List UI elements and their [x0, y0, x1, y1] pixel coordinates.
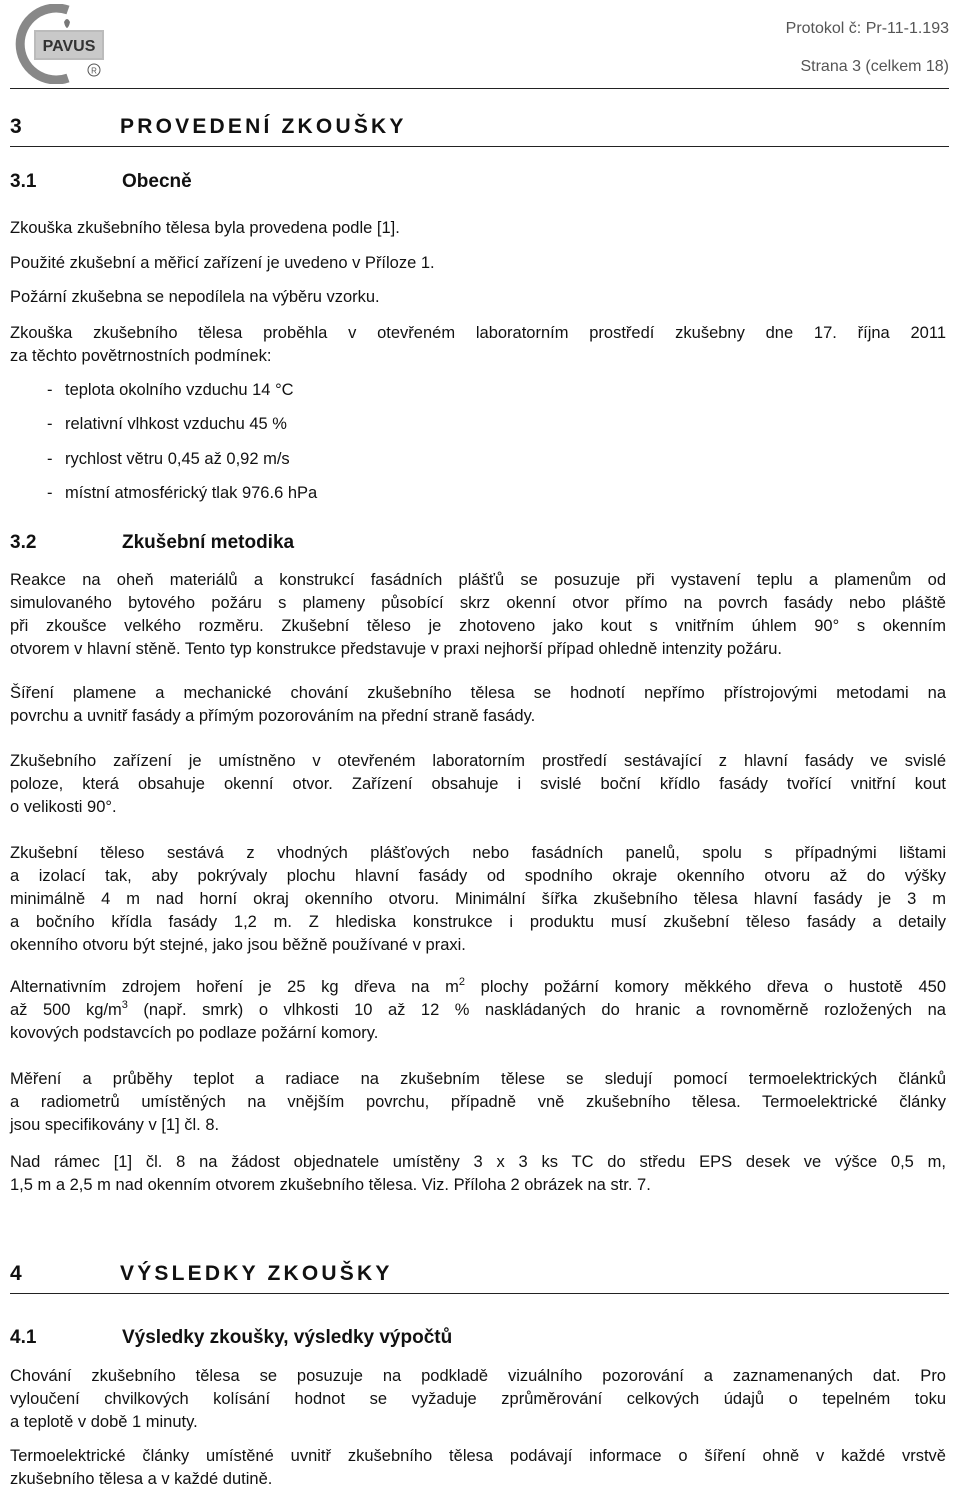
subsection-number: 4.1 — [10, 1327, 37, 1348]
paragraph: Šíření plamene a mechanické chování zkušebního tělesa se hodnotí nepřímo přístrojovými metodami na povrchu a uvnitř fasády a přímým pozorováním na přední straně fasády. — [10, 684, 946, 725]
list-item: - místní atmosférický tlak 976.6 hPa — [47, 484, 318, 502]
logo-text: PAVUS — [42, 38, 96, 55]
text-line: Zkouška zkušebního tělesa byla provedena podle [1]. — [10, 219, 400, 237]
subsection-title: Obecně — [122, 171, 192, 192]
header-rule — [10, 88, 949, 89]
protocol-number: Protokol č: Pr-11-1.193 — [785, 20, 949, 37]
paragraph: Reakce na oheň materiálů a konstrukcí fasádních plášťů se posuzuje při vystavení teplu a plamenům od simulovaného bytového požáru s plameny působící skrz okenní otvor přímo na povrch fasády nebo pláště při zkoušce velkého rozměru. Zkušební těleso je zhotoveno jako kout s vnitřním úhlem 90° s okenním otvorem v hlavní stěně. Tento typ konstrukce představuje v praxi nejhorší případ ohledně intenzity požáru. — [10, 571, 946, 658]
section-title: PROVEDENÍ ZKOUŠKY — [120, 115, 407, 138]
subsection-title: Zkušební metodika — [122, 532, 295, 553]
conditions-paragraph — [10, 322, 946, 368]
page-header — [0, 0, 960, 88]
paragraph: Chování zkušebního tělesa se posuzuje na podkladě vizuálního pozorování a zaznamenaných dat. Pro vyloučení chvilkových kolísání hodnot se vyžaduje zprůměrování celkových údajů o tepelném toku a teplotě v době 1 minuty. — [10, 1367, 946, 1431]
section-number: 4 — [10, 1262, 22, 1285]
pavus-logo — [6, 4, 110, 84]
subsection-4-1-heading — [10, 1327, 452, 1349]
section-4-heading — [10, 1262, 393, 1286]
list-item: - rychlost větru 0,45 až 0,92 m/s — [47, 450, 290, 468]
paragraph: Zkušebního zařízení je umístněno v otevřeném laboratorním prostředí sestávající z hlavní fasády ve svislé poloze, která obsahuje okenní otvor. Zařízení obsahuje i svislé boční křídlo fasády tvořící vnitřní kout o velikosti 90°. — [10, 752, 946, 816]
section-3-heading — [10, 115, 407, 139]
paragraph: Nad rámec [1] čl. 8 na žádost objednatele umístěny 3 x 3 ks TC do středu EPS desek ve výšce 0,5 m, 1,5 m a 2,5 m nad okenním otvorem zkušebního tělesa. Viz. Příloha 2 obrázek na str. 7. — [10, 1153, 946, 1194]
header-info — [786, 10, 949, 86]
paragraph: Měření a průběhy teplot a radiace na zkušebním tělese se sledují pomocí termoelektrických článků a radiometrů umístěných na vnějším povrchu, případně vně zkušebního tělesa. Termoelektrické články jsou specifikovány v [1] čl. 8. — [10, 1070, 946, 1134]
paragraph: Zkušební těleso sestává z vhodných plášťových nebo fasádních panelů, spolu s případnými lištami a izolací tak, aby pokrývaly plochu hlavní fasády od spodního okraje okenního otvoru až do výšky minimálně 4 m nad horní okraj okenního otvoru. Minimální šířka zkušebního tělesa hlavní fasády je 3 m a bočního křídla fasády 1,2 m. Z hlediska konstrukce i produktu musí zkušební těleso fasády a detaily okenního otvoru být stejné, jako jsou běžně používané v praxi. — [10, 844, 946, 954]
subsection-number: 3.2 — [10, 532, 37, 553]
section-number: 3 — [10, 115, 22, 138]
text-line: za těchto povětrnostních podmínek: — [10, 346, 272, 365]
subsection-title: Výsledky zkoušky, výsledky výpočtů — [122, 1327, 453, 1348]
subsection-number: 3.1 — [10, 171, 37, 192]
paragraph: Alternativním zdrojem hoření je 25 kg dřeva na $m^2$ plochy požární komory měkkého dřeva o hustotě 450 až 500 $kg/m^3$ (např. smrk) o vlhkosti 10 až 12 % naskládaných do hranic a rovnoměrně rozložených na kovových podstavcích po podlaze požární komory. — [10, 976, 946, 1042]
list-item: - relativní vlhkost vzduchu 45 % — [47, 415, 287, 433]
list-item: - teplota okolního vzduchu 14 °C — [47, 381, 294, 399]
section-title: VÝSLEDKY ZKOUŠKY — [120, 1262, 393, 1285]
text-line: Zkouška zkušebního tělesa proběhla v otevřeném laboratorním prostředí zkušebny dne 17. října 2011 — [10, 324, 946, 342]
section-4-rule — [10, 1293, 949, 1294]
section-3-rule — [10, 146, 949, 147]
page-number: Strana 3 (celkem 18) — [800, 58, 949, 75]
paragraph: Termoelektrické články umístěné uvnitř zkušebního tělesa podávají informace o šíření ohně v každé vrstvě zkušebního tělesa a v každé dutině. — [10, 1447, 946, 1488]
text-line: Použité zkušební a měřicí zařízení je uvedeno v Příloze 1. — [10, 254, 435, 272]
subsection-3-1-heading — [10, 171, 192, 193]
svg-text:R: R — [91, 66, 97, 76]
subsection-3-2-heading — [10, 532, 294, 554]
text-line: Požární zkušebna se nepodílela na výběru vzorku. — [10, 288, 380, 306]
